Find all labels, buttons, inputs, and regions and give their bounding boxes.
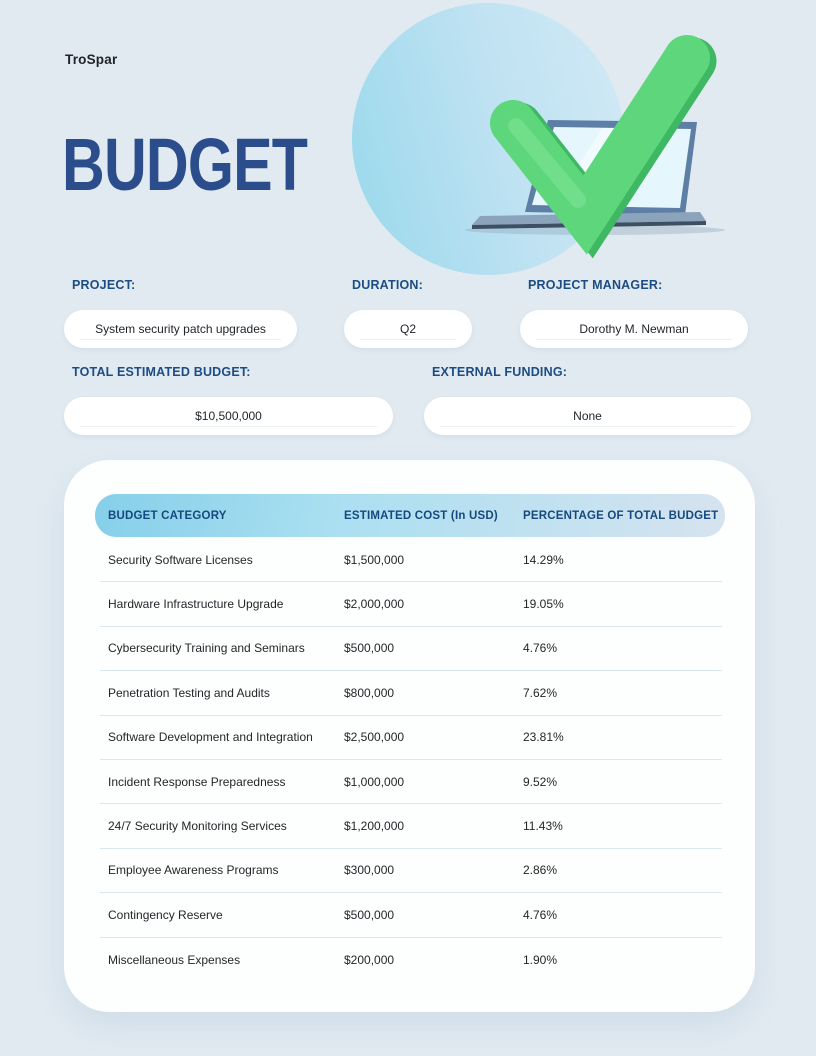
project-label: PROJECT: [72, 278, 136, 292]
budget-table-body [100, 538, 722, 982]
header-budget-category: BUDGET CATEGORY [108, 509, 227, 522]
project-manager-label: PROJECT MANAGER: [528, 278, 663, 292]
laptop-checkmark-illustration [350, 0, 742, 272]
table-row [100, 760, 722, 804]
cell-category: Contingency Reserve [108, 907, 223, 922]
field-total-estimated-budget [64, 364, 393, 435]
table-row [100, 671, 722, 715]
table-row [100, 582, 722, 626]
external-funding-label: EXTERNAL FUNDING: [432, 365, 568, 379]
table-row [100, 804, 722, 848]
cell-category: 24/7 Security Monitoring Services [108, 819, 287, 834]
total-budget-label: TOTAL ESTIMATED BUDGET: [72, 365, 251, 379]
cell-cost: $800,000 [344, 685, 395, 700]
cell-percent: 7.62% [523, 685, 558, 700]
cell-cost: $1,200,000 [344, 819, 405, 834]
project-input[interactable] [64, 310, 297, 348]
project-value: System security patch upgrades [95, 322, 266, 336]
cell-percent: 4.76% [523, 907, 558, 922]
total-budget-value: $10,500,000 [195, 409, 262, 423]
duration-label: DURATION: [352, 278, 424, 292]
cell-percent: 11.43% [523, 819, 563, 834]
cell-cost: $1,500,000 [344, 552, 405, 567]
cell-category: Cybersecurity Training and Seminars [108, 641, 305, 656]
header-percentage: PERCENTAGE OF TOTAL BUDGET [523, 509, 719, 522]
cell-category: Employee Awareness Programs [108, 863, 279, 878]
cell-percent: 19.05% [523, 597, 564, 612]
cell-category: Incident Response Preparedness [108, 774, 286, 789]
cell-percent: 4.76% [523, 641, 558, 656]
field-project [64, 277, 297, 348]
table-row [100, 538, 722, 582]
laptop-check-icon [350, 0, 742, 272]
table-row [100, 938, 722, 982]
cell-cost: $1,000,000 [344, 774, 405, 789]
cell-category: Hardware Infrastructure Upgrade [108, 597, 284, 612]
cell-percent: 23.81% [523, 730, 564, 745]
cell-percent: 1.90% [523, 952, 558, 967]
cell-percent: 14.29% [523, 552, 564, 567]
cell-category: Software Development and Integration [108, 730, 313, 745]
duration-value: Q2 [399, 322, 416, 336]
field-external-funding [424, 364, 751, 435]
project-manager-value: Dorothy M. Newman [579, 322, 689, 336]
page-title: BUDGET [62, 123, 308, 206]
cell-cost: $500,000 [344, 907, 395, 922]
cell-cost: $500,000 [344, 641, 395, 656]
project-manager-input[interactable] [520, 310, 748, 348]
external-funding-input[interactable] [424, 397, 751, 435]
cell-cost: $200,000 [344, 952, 395, 967]
cell-cost: $2,000,000 [344, 597, 405, 612]
cell-category: Miscellaneous Expenses [108, 952, 241, 967]
external-funding-value: None [573, 409, 602, 423]
cell-cost: $300,000 [344, 863, 395, 878]
cell-cost: $2,500,000 [344, 730, 405, 745]
budget-table-card [64, 460, 755, 1012]
budget-table-header [95, 494, 725, 537]
cell-category: Penetration Testing and Audits [108, 685, 270, 700]
header-estimated-cost: ESTIMATED COST (In USD) [344, 509, 498, 522]
cell-percent: 9.52% [523, 774, 558, 789]
table-row [100, 627, 722, 671]
table-row [100, 893, 722, 937]
total-budget-input[interactable] [64, 397, 393, 435]
field-duration [344, 277, 472, 348]
table-row [100, 716, 722, 760]
cell-percent: 2.86% [523, 863, 558, 878]
field-project-manager [520, 277, 748, 348]
cell-category: Security Software Licenses [108, 552, 253, 567]
brand-logo: TroSpar [65, 52, 118, 67]
duration-input[interactable] [344, 310, 472, 348]
table-row [100, 849, 722, 893]
